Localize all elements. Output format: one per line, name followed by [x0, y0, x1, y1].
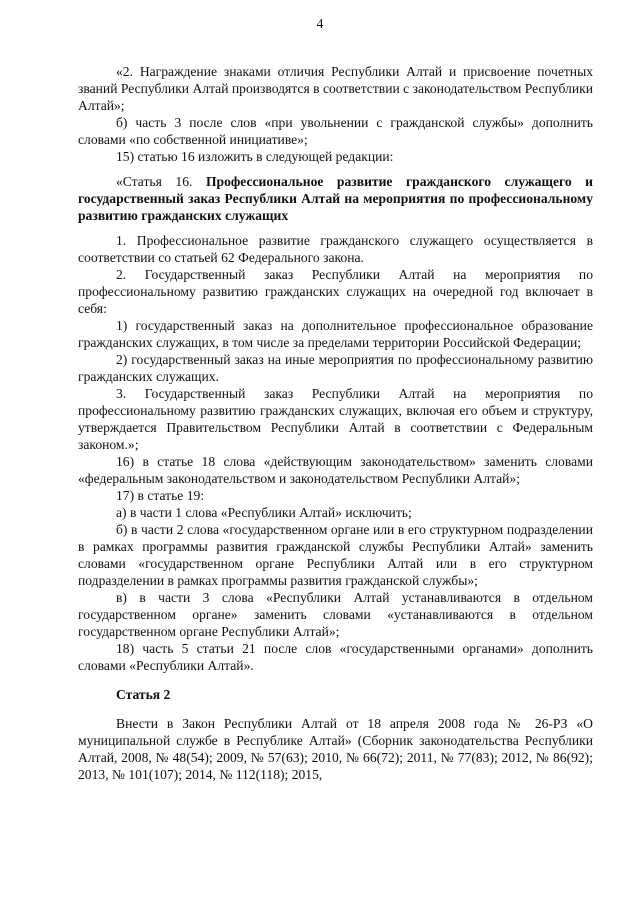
- paragraph-art16-p1: 1. Профессиональное развитие гражданского служащего осуществляется в соответствии со статьей 62 Федерального закона.: [78, 233, 593, 265]
- paragraph-art16-p2-2: 2) государственный заказ на иные мероприятия по профессиональному развитию гражданских служащих.: [78, 352, 593, 384]
- article16-prefix: «Статья 16.: [116, 174, 206, 189]
- document-body: [78, 63, 593, 783]
- paragraph-art16-p2-1: 1) государственный заказ на дополнительное профессиональное образование гражданских служащих, в том числе за пределами территории Российской Федерации;: [78, 318, 593, 350]
- article2-heading: Статья 2: [116, 687, 171, 702]
- paragraph-art16-p3: 3. Государственный заказ Республики Алтай на мероприятия по профессиональному развитию гражданских служащих, включая его объем и структуру, утверждается Правительством Республики Алтай в соответствии с Федеральным законом.»;: [78, 386, 593, 452]
- paragraph-item17-v: в) в части 3 слова «Республики Алтай устанавливаются в отдельном государственном органе» заменить словами «устанавливаются в отдельном государственном органе Республики Алтай»;: [78, 590, 593, 639]
- paragraph-item15: 15) статью 16 изложить в следующей редакции:: [116, 149, 394, 164]
- paragraph-art16-p2: 2. Государственный заказ Республики Алтай на мероприятия по профессиональному развитию гражданских служащих на очередной год включает в себя:: [78, 267, 593, 316]
- paragraph-item18: 18) часть 5 статьи 21 после слов «государственными органами» дополнить словами «Республики Алтай».: [78, 641, 593, 673]
- paragraph-item17-a: а) в части 1 слова «Республики Алтай» исключить;: [116, 505, 412, 520]
- paragraph-award: «2. Награждение знаками отличия Республики Алтай и присвоение почетных званий Республики Алтай производятся в соответствии с законодательством Республики Алтай»;: [78, 64, 593, 113]
- article16-heading: [78, 173, 593, 224]
- paragraph-item16: 16) в статье 18 слова «действующим законодательством» заменить словами «федеральным законодательством и законодательством Республики Алтай»;: [78, 454, 593, 486]
- paragraph-item17-b: б) в части 2 слова «государственном органе или в его структурном подразделении в рамках программы развития гражданской службы Республики Алтай» заменить словами «государственном органе Республики Алтай или в его структурном подразделении в рамках программы развития гражданской службы»;: [78, 522, 593, 588]
- paragraph-part3: б) часть 3 после слов «при увольнении с гражданской службы» дополнить словами «по собственной инициативе»;: [78, 115, 593, 147]
- paragraph-article2-intro: Внести в Закон Республики Алтай от 18 апреля 2008 года № 26-РЗ «О муниципальной службе в Республике Алтай» (Сборник законодательства Республики Алтай, 2008, № 48(54); 2009, № 57(63); 2010, № 66(72); 2011, № 77(83); 2012, № 86(92); 2013, № 101(107); 2014, № 112(118); 2015,: [78, 716, 593, 782]
- paragraph-item17: 17) в статье 19:: [116, 488, 205, 503]
- article16-title: Профессиональное развитие гражданского служащего и государственный заказ Республики Алтай на мероприятия по профессиональному развитию гражданских служащих: [78, 174, 593, 223]
- page-number: 4: [316, 16, 324, 31]
